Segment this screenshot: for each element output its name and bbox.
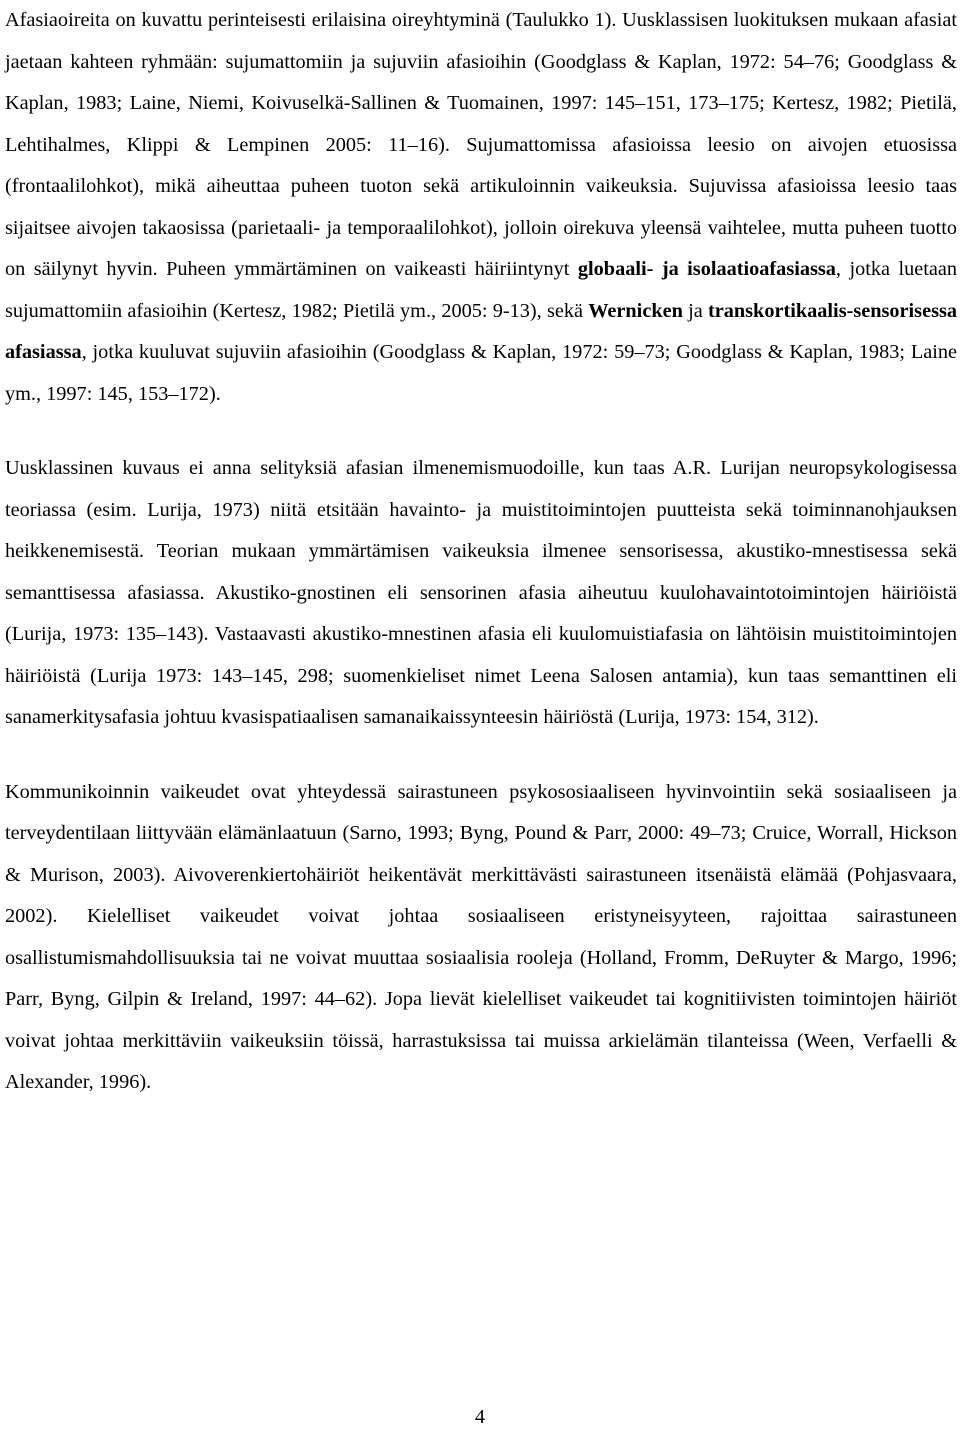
paragraph-2-text: Uusklassinen kuvaus ei anna selityksiä afasian ilmenemismuodoille, kun taas A.R. Lurijan neuropsykologisessa teoriassa (esim. Lurija, 1973) niitä etsitään havainto- ja muistitoimintojen puutteista sekä toiminnanohjauksen heikkenemisestä. Teorian mukaan ymmärtämisen vaikeuksia ilmenee sensorisessa, akustiko-mnestisessa sekä semanttisessa afasiassa. Akustiko-gnostinen eli sensorinen afasia aiheutuu kuulohavaintotoimintojen häiriöistä (Lurija, 1973: 135–143). Vastaavasti akustiko-mnestinen afasia eli kuulomuistiafasia on lähtöisin muistitoimintojen häiriöistä (Lurija 1973: 143–145, 298; suomenkieliset nimet Leena Salosen antamia), kun taas semanttinen eli sanamerkitysafasia johtuu kvasispatiaalisen samanaikaissynteesin häiriöstä (Lurija, 1973: 154, 312).: [5, 457, 957, 728]
paragraph-1-text: Afasiaoireita on kuvattu perinteisesti erilaisina oireyhtyminä (Taulukko 1). Uusklassisen luokituksen mukaan afasiat jaetaan kahteen ryhmään: sujumattomiin ja sujuviin afasioihin (Goodglass & Kaplan, 1972: 54–76; Goodglass & Kaplan, 1983; Laine, Niemi, Koivuselkä-Sallinen & Tuomainen, 1997: 145–151, 173–175; Kertesz, 1982; Pietilä, Lehtihalmes, Klippi & Lempinen 2005: 11–16). Sujumattomissa afasioissa leesio on aivojen etuosissa (frontaalilohkot), mikä aiheuttaa puheen tuoton sekä artikuloinnin vaikeuksia. Sujuvissa afasioissa leesio taas sijaitsee aivojen takaosissa (parietaali- ja temporaalilohkot), jolloin oirekuva yleensä vaihtelee, mutta puheen tuotto on säilynyt hyvin. Puheen ymmärtäminen on vaikeasti häiriintynyt: [5, 9, 957, 280]
paragraph-3: [5, 772, 957, 1104]
page-number: 4: [474, 1406, 486, 1428]
paragraph-2: [5, 448, 957, 739]
term-transkortikaalis-sensorinen: transkortikaalis-sensorisessa afasiassa: [5, 299, 958, 363]
paragraph-1-text: , jotka luetaan sujumattomiin afasioihin (Kertesz, 1982; Pietilä ym., 2005: 9-13), sekä: [5, 258, 958, 322]
paragraph-1-text: , jotka kuuluvat sujuviin afasioihin (Goodglass & Kaplan, 1972: 59–73; Goodglass & Kaplan, 1983; Laine ym., 1997: 145, 153–172).: [5, 341, 957, 405]
document-page: [5, 0, 957, 1104]
paragraph-1: [5, 0, 957, 415]
paragraph-3-text: Kommunikoinnin vaikeudet ovat yhteydessä sairastuneen psykososiaaliseen hyvinvointiin sekä sosiaaliseen ja terveydentilaan liittyvään elämänlaatuun (Sarno, 1993; Byng, Pound & Parr, 2000: 49–73; Cruice, Worrall, Hickson & Murison, 2003). Aivoverenkiertohäiriöt heikentävät merkittävästi sairastuneen itsenäistä elämää (Pohjasvaara, 2002). Kielelliset vaikeudet voivat johtaa sosiaaliseen eristyneisyyteen, rajoittaa sairastuneen osallistumismahdollisuuksia tai ne voivat muuttaa sosiaalisia rooleja (Holland, Fromm, DeRuyter & Margo, 1996; Parr, Byng, Gilpin & Ireland, 1997: 44–62). Jopa lievät kielelliset vaikeudet tai kognitiivisten toimintojen häiriöt voivat johtaa merkittäviin vaikeuksiin töissä, harrastuksissa tai muissa arkielämän tilanteissa (Ween, Verfaelli & Alexander, 1996).: [5, 780, 957, 1093]
term-wernicken: Wernicken: [588, 299, 683, 322]
term-globaali-isolaatioafasia: globaali- ja isolaatioafasiassa: [577, 258, 836, 280]
paragraph-1-text: ja: [682, 299, 708, 322]
